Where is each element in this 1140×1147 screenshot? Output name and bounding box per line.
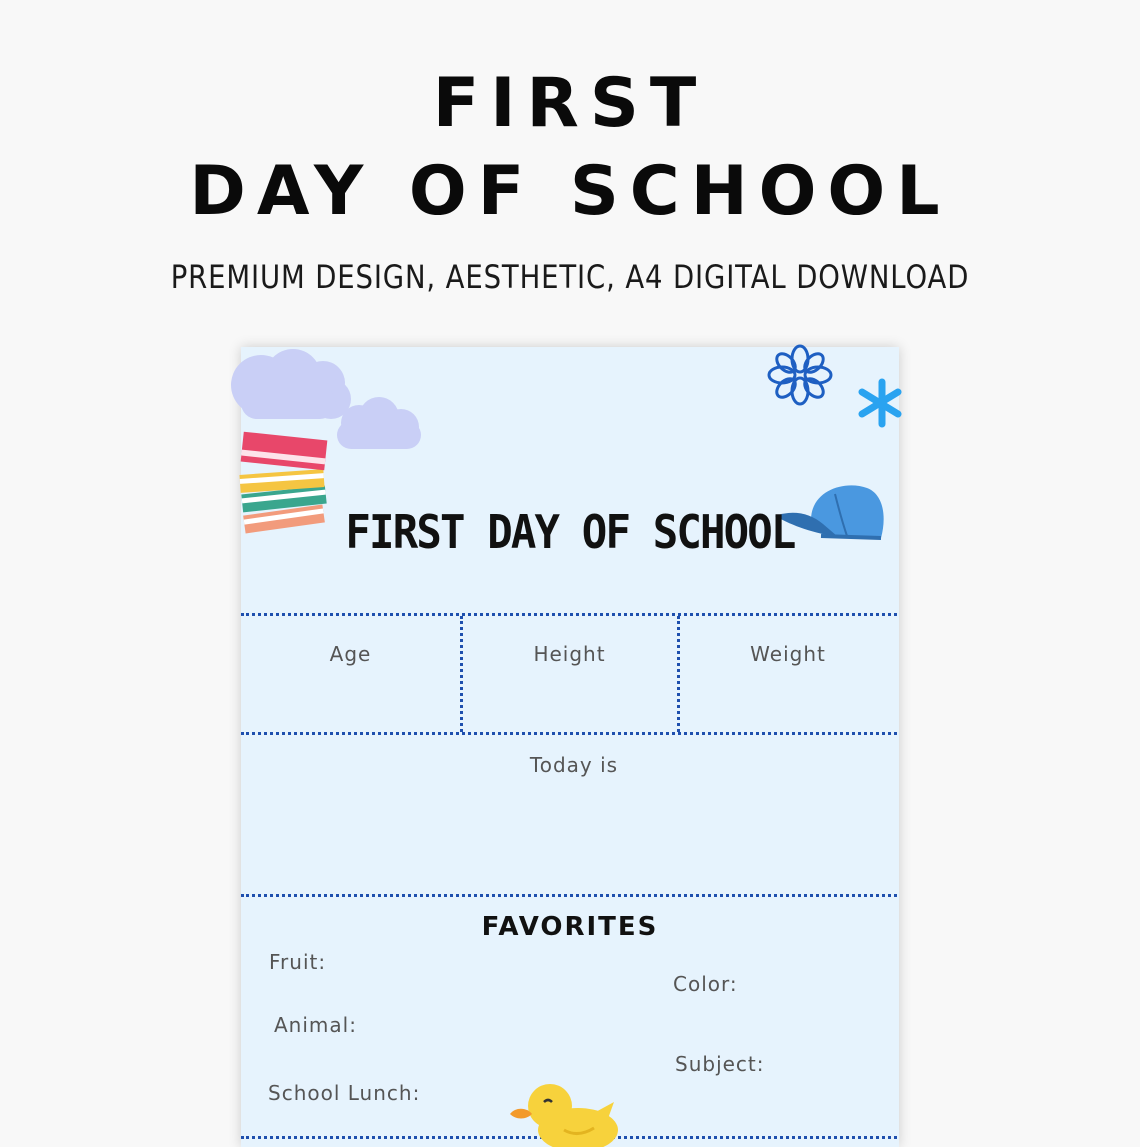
divider-vertical-2: [677, 616, 680, 732]
color-label: Color:: [673, 972, 738, 996]
divider-vertical-1: [460, 616, 463, 732]
weight-label: Weight: [750, 642, 826, 666]
page-title-line2: DAY OF SCHOOL: [189, 152, 951, 231]
subtitle: PREMIUM DESIGN, AESTHETIC, A4 DIGITAL DOWNLOAD: [170, 258, 970, 296]
animal-label: Animal:: [274, 1013, 357, 1037]
today-label: Today is: [529, 753, 619, 777]
height-label: Height: [533, 642, 606, 666]
subject-label: Subject:: [675, 1052, 765, 1076]
divider-favorites: [241, 894, 897, 897]
worksheet-title: FIRST DAY OF SCHOOL: [345, 505, 795, 559]
duck-icon: [506, 1080, 618, 1140]
favorites-heading: FAVORITES: [481, 912, 659, 942]
divider-middle: [241, 732, 897, 735]
school-lunch-label: School Lunch:: [268, 1081, 421, 1105]
page-title-line1: FIRST: [432, 64, 708, 143]
fruit-label: Fruit:: [269, 950, 327, 974]
flower-icon: [764, 345, 836, 405]
star-icon: [858, 378, 900, 428]
age-label: Age: [329, 642, 372, 666]
divider-top: [241, 613, 897, 616]
